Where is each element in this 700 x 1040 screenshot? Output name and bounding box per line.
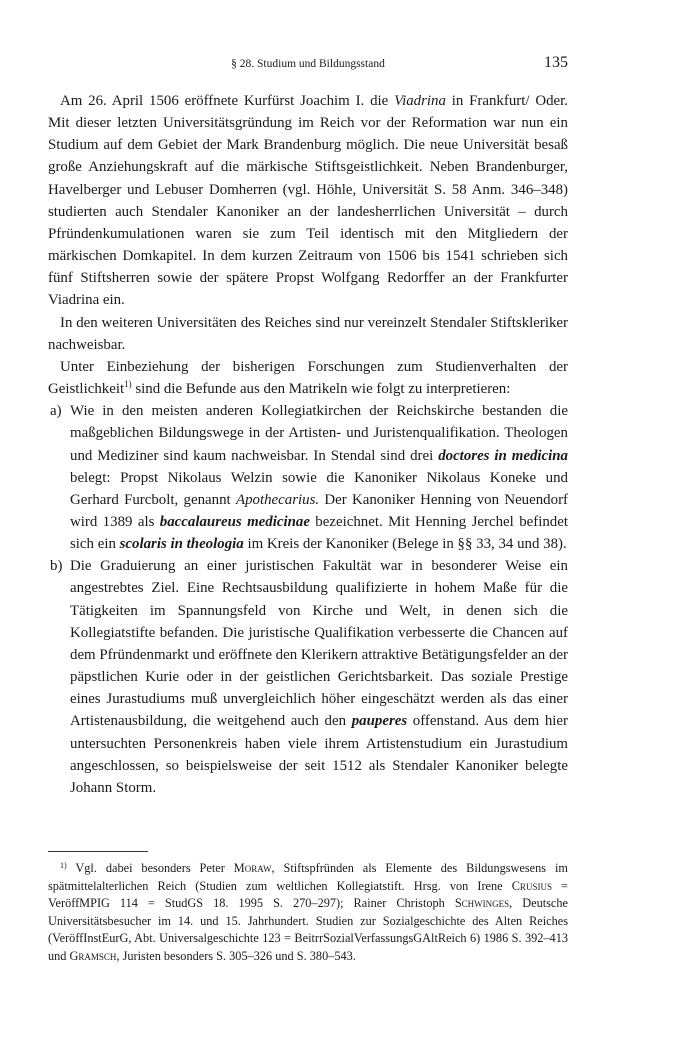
text-run: Vgl. dabei besonders Peter: [66, 861, 234, 875]
text-run: = VeröffMPIG 114 = StudGS 18. 1995 S. 270–297); Rainer Christoph: [48, 878, 568, 911]
text-run: bezeichnet. Mit Henning Jerchel befindet sich ein: [70, 513, 568, 553]
list-item-label: a): [50, 403, 62, 420]
paragraph-interpretation: [48, 356, 568, 400]
footnote-reference[interactable]: 1): [124, 379, 132, 390]
text-run: Die Graduierung an einer juristischen Fakultät war in besonderer Weise ein angestrebtes Ziel. Eine Rechtsausbildung qualifizierte in hohem Maße für die Tätigkeiten im Spannungsfeld von Kirche und Welt, in denen sich die Kollegiatstifte befanden. Die juristische Qualifikation verbesserte die Chancen auf dem Pfründenmarkt und eröffnete den Klerikern attraktive Betätigungsfelder an der päpstlichen Kurie oder in der geistlichen Gerichtsbarkeit. Das soziale Prestige eines Jurastudiums muß unvergleichlich höher eingeschätzt werden als das einer Artistenausbildung, die weitgehend auch den: [70, 558, 568, 730]
running-title: § 28. Studium und Bildungsstand: [231, 58, 385, 70]
text-run: in Frankfurt/ Oder. Mit dieser letzten Universitätsgründung im Reich vor der Reformation war nun ein Studium auf dem Gebiet der Mark Brandenburg möglich. Die neue Universität besaß große Anziehungskraft auf die märkische Stiftsgeistlichkeit. Neben Brandenburger, Havelberger und Lebuser Domherren (vgl. Höhle, Universität S. 58 Anm. 346–348) studierten auch Stendaler Kanoniker an der landesherrlichen Universität – durch Pfründenkumulationen waren sie zum Teil identisch mit den Mitgliedern der märkischen Domkapitel. In dem kurzen Zeitraum von 1506 bis 1541 schrieben sich fünf Stiftsherren sowie der spätere Propst Wolfgang Redorffer an der Frankfurter Viadrina ein.: [48, 93, 568, 309]
text-run: Am 26. April 1506 eröffnete Kurfürst Joachim I. die: [60, 93, 395, 109]
footnote-marker: 1): [60, 861, 67, 870]
text-run: sind die Befunde aus den Matrikeln wie folgt zu interpretieren:: [131, 381, 511, 398]
italic-term: Apothecarius.: [235, 491, 320, 508]
text-run: belegt: Propst Nikolaus Welzin sowie die Kanoniker Nikolaus Koneke und Gerhard Furcbolt, genannt: [70, 469, 568, 508]
paragraph-other-universities: In den weiteren Universitäten des Reiches sind nur vereinzelt Stendaler Stiftskleriker nachweisbar.: [48, 314, 568, 353]
text-run: Wie in den meisten anderen Kollegiatkirchen der Reichskirche bestanden die maßgeblichen Bildungswege in der Artisten- und Juristenqualifikation. Theologen und Mediziner sind kaum nachweisbar. In Stendal sind drei: [70, 403, 568, 464]
list-item-b: [48, 555, 568, 799]
text-run: , Deutsche Universitätsbesucher im 14. und 15. Jahrhundert. Studien zur Sozialgeschichte des Alten Reiches (VeröffInstEurG, Abt. Universalgeschichte 123 = BeitrrSozialVerfassungsGAltReich 6) 1986 S. 392–413 und: [48, 896, 568, 963]
text-run: Unter Einbeziehung der bisherigen Forschungen zum Studienverhalten der Geistlichkeit: [48, 358, 568, 398]
text-run: offenstand. Aus dem hier untersuchten Personenkreis haben viele ihrem Artistenstudium ein Jurastudium angeschlossen, so beispielsweise der seit 1512 als Stendaler Kanoniker belegte Johann Storm.: [70, 713, 568, 796]
italic-term: doctores in medicina: [438, 447, 568, 464]
author-name: Moraw: [233, 861, 272, 875]
footnote-divider: [48, 851, 148, 852]
author-name: Gramsch: [69, 948, 117, 963]
text-run: , Stiftspfründen als Elemente des Bildungswesens im spätmittelalterlichen Reich (Studien zum weltlichen Kollegiatstift. Hrsg. von Irene: [48, 861, 568, 893]
page-number: 135: [544, 54, 568, 71]
author-name: Crusius: [511, 878, 552, 893]
text-run: Der Kanoniker Henning von Neuendorf wird 1389 als: [70, 491, 568, 530]
italic-term: baccalaureus medicinae: [159, 513, 310, 530]
main-text: [48, 90, 568, 799]
italic-term: pauperes: [351, 713, 408, 730]
list-item-a: [48, 400, 568, 555]
footnote-text: [48, 860, 568, 966]
list-item-label: b): [50, 558, 63, 575]
italic-term: scolaris in theologia: [119, 536, 244, 553]
text-run: , Juristen besonders S. 305–326 und S. 380–543.: [116, 948, 356, 963]
text-run: im Kreis der Kanoniker (Belege in §§ 33, 34 und 38).: [243, 536, 567, 553]
paragraph-viadrina: [48, 90, 568, 312]
italic-term: Viadrina: [394, 93, 446, 109]
author-name: Schwinges: [454, 896, 510, 911]
running-head: [48, 54, 568, 80]
footnote: [48, 860, 568, 966]
